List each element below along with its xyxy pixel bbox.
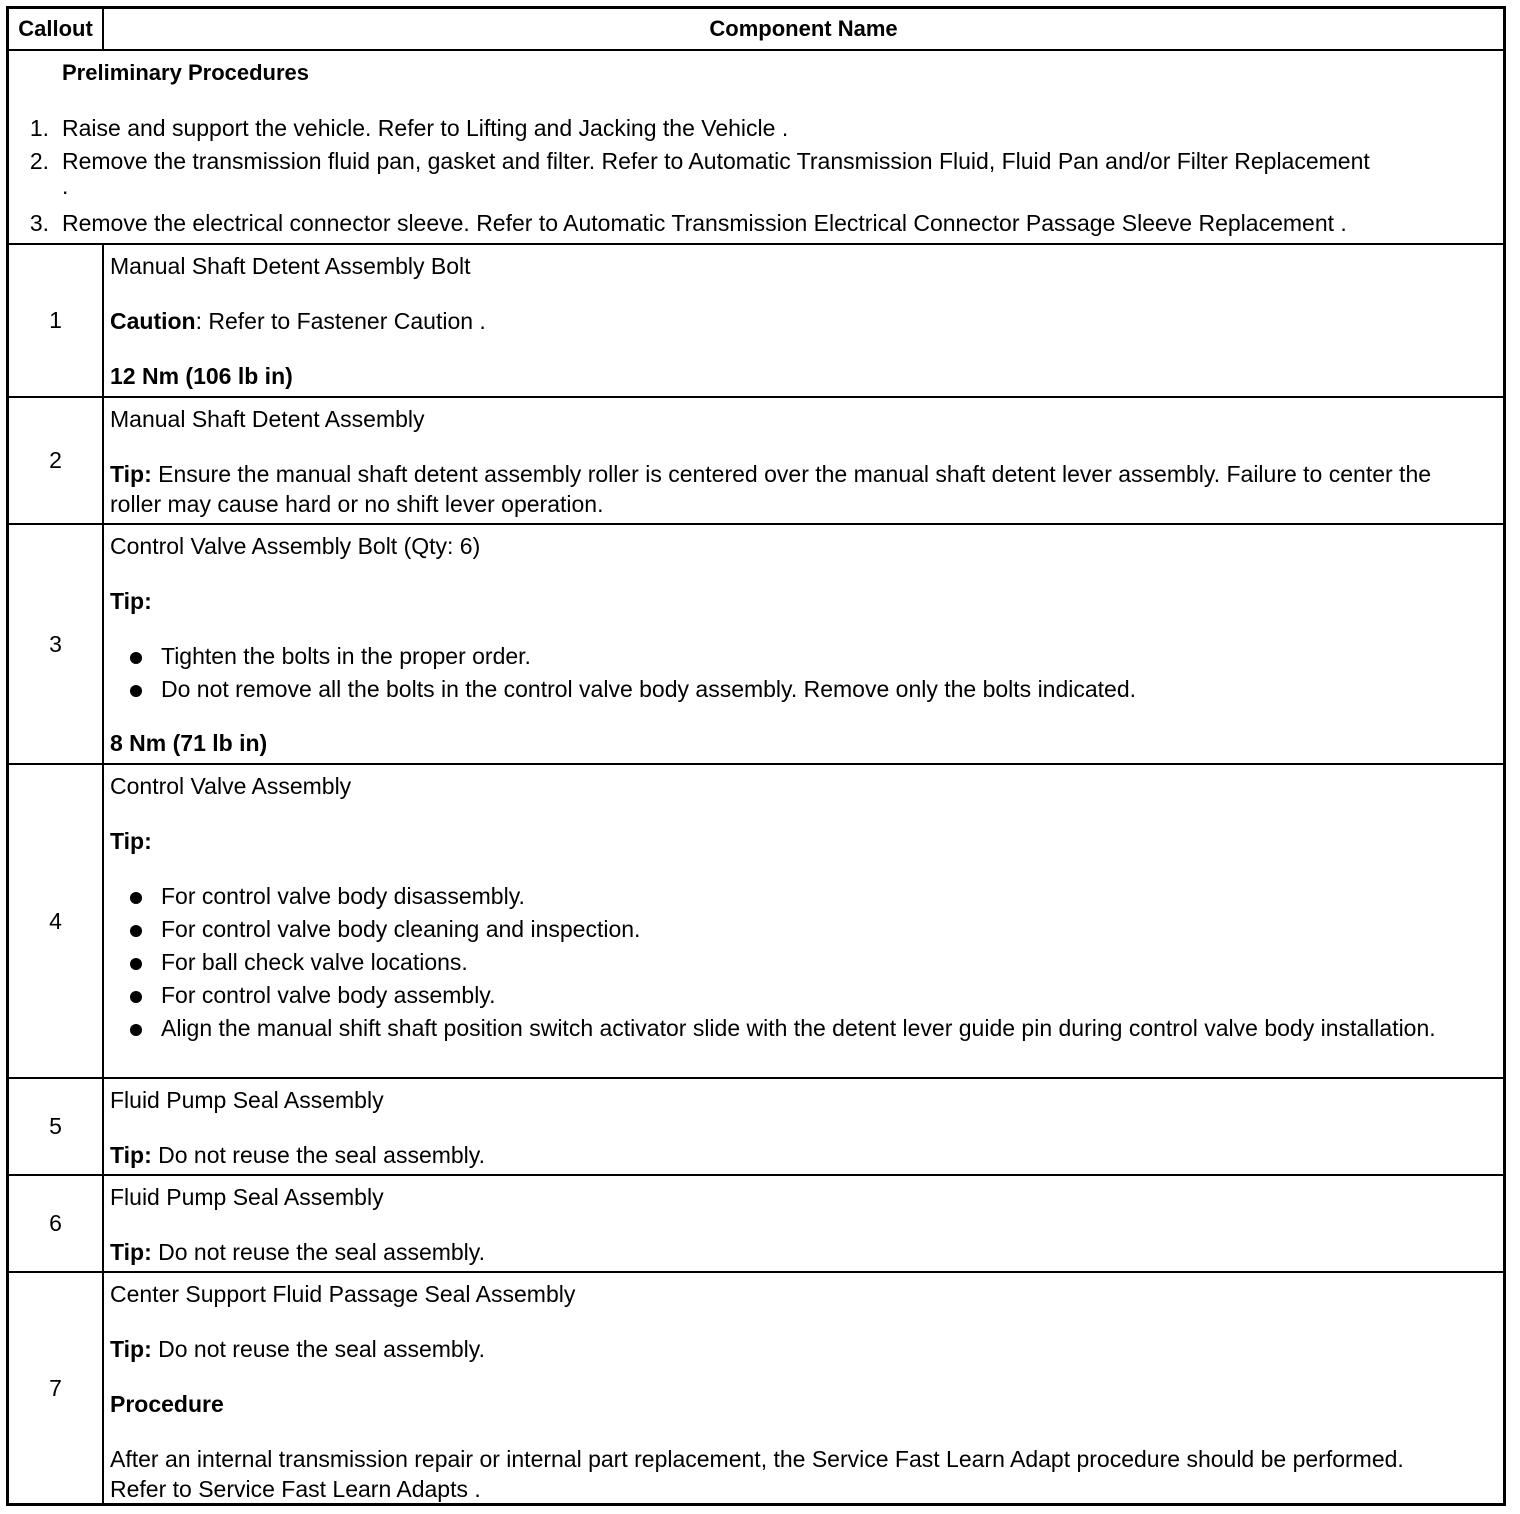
row-callout: 6 — [9, 1176, 104, 1271]
tip-line — [110, 1334, 485, 1364]
bullet-icon — [130, 652, 142, 664]
step-text: Remove the electrical connector sleeve. Refer to Automatic Transmission Electrical Connector Passage Sleeve Replacement . — [62, 210, 1347, 236]
row-callout: 5 — [9, 1079, 104, 1174]
list-item-text: For control valve body disassembly. — [161, 883, 525, 909]
tip-label: Tip: — [110, 828, 152, 854]
caution-text: : Refer to Fastener Caution . — [195, 308, 486, 334]
bullet-icon — [130, 958, 142, 970]
list-item-text: For control valve body assembly. — [161, 982, 496, 1008]
row-component — [104, 1079, 1503, 1174]
row-callout: 1 — [9, 245, 104, 396]
row-component — [104, 1273, 1503, 1503]
component-name: Manual Shaft Detent Assembly — [110, 406, 425, 432]
row-component — [104, 398, 1503, 523]
tip-label: Tip: — [110, 588, 152, 614]
component-name: Fluid Pump Seal Assembly — [110, 1184, 384, 1210]
table-row — [9, 765, 1503, 1079]
row-component — [104, 765, 1503, 1077]
bullet-icon — [130, 892, 142, 904]
table-row — [9, 245, 1503, 398]
bullet-icon — [130, 925, 142, 937]
procedure-label: Procedure — [110, 1391, 224, 1417]
step-text: Remove the transmission fluid pan, gasket and filter. Refer to Automatic Transmission Fluid, Fluid Pan and/or Filter Replacement — [62, 148, 1370, 174]
tip-line — [110, 1140, 485, 1170]
bullet-icon — [130, 991, 142, 1003]
list-item-text: For ball check valve locations. — [161, 949, 468, 975]
list-item-text: Align the manual shift shaft position switch activator slide with the detent lever guide pin during control valve body installation. — [161, 1015, 1436, 1041]
table-row — [9, 525, 1503, 765]
table-row — [9, 1079, 1503, 1176]
tip-label: Tip: — [110, 1142, 152, 1168]
tip-label: Tip: — [110, 1239, 152, 1265]
tip-text: Ensure the manual shaft detent assembly roller is centered over the manual shaft detent lever assembly. Failure to center the roller may cause hard or no shift lever operation. — [110, 461, 1432, 517]
caution-label: Caution — [110, 308, 196, 334]
row-callout: 2 — [9, 398, 104, 523]
step-number: 3. — [29, 210, 49, 236]
tip-line — [110, 1237, 485, 1267]
row-component — [104, 245, 1503, 396]
step-text: Raise and support the vehicle. Refer to Lifting and Jacking the Vehicle . — [62, 115, 789, 141]
table-row — [9, 398, 1503, 525]
list-item-text: Do not remove all the bolts in the control valve body assembly. Remove only the bolts indicated. — [161, 676, 1137, 702]
table-row — [9, 1273, 1503, 1503]
row-callout: 7 — [9, 1273, 104, 1503]
row-callout: 3 — [9, 525, 104, 763]
component-name: Fluid Pump Seal Assembly — [110, 1087, 384, 1113]
bullet-icon — [130, 1024, 142, 1036]
step-text-continuation: . — [62, 173, 69, 199]
torque-spec: 8 Nm (71 lb in) — [110, 730, 268, 756]
torque-spec: 12 Nm (106 lb in) — [110, 363, 293, 389]
preliminary-title: Preliminary Procedures — [62, 60, 310, 85]
tip-text: Do not reuse the seal assembly. — [151, 1336, 485, 1362]
header-component-name: Component Name — [709, 16, 898, 41]
component-name: Center Support Fluid Passage Seal Assembly — [110, 1281, 576, 1307]
table-header — [9, 9, 1503, 51]
tip-text: Do not reuse the seal assembly. — [151, 1239, 485, 1265]
tip-paragraph — [110, 459, 1480, 519]
procedure-text: After an internal transmission repair or internal part replacement, the Service Fast Learn Adapt procedure should be performed. Refer to Service Fast Learn Adapts . — [110, 1446, 1404, 1502]
list-item-text: For control valve body cleaning and inspection. — [161, 916, 641, 942]
table-row — [9, 1176, 1503, 1273]
list-item-text: Tighten the bolts in the proper order. — [161, 643, 531, 669]
row-component — [104, 1176, 1503, 1271]
tip-label: Tip: — [110, 461, 152, 487]
header-callout: Callout — [9, 9, 104, 49]
step-number: 2. — [29, 148, 49, 174]
preliminary-procedures — [9, 51, 1503, 245]
row-component — [104, 525, 1503, 763]
component-name: Manual Shaft Detent Assembly Bolt — [110, 253, 471, 279]
caution-line — [110, 306, 486, 336]
bullet-icon — [130, 685, 142, 697]
component-name: Control Valve Assembly Bolt (Qty: 6) — [110, 533, 481, 559]
tip-text: Do not reuse the seal assembly. — [151, 1142, 485, 1168]
component-name: Control Valve Assembly — [110, 773, 352, 799]
row-callout: 4 — [9, 765, 104, 1077]
tip-label: Tip: — [110, 1336, 152, 1362]
step-number: 1. — [29, 115, 49, 141]
component-table — [6, 6, 1506, 1506]
